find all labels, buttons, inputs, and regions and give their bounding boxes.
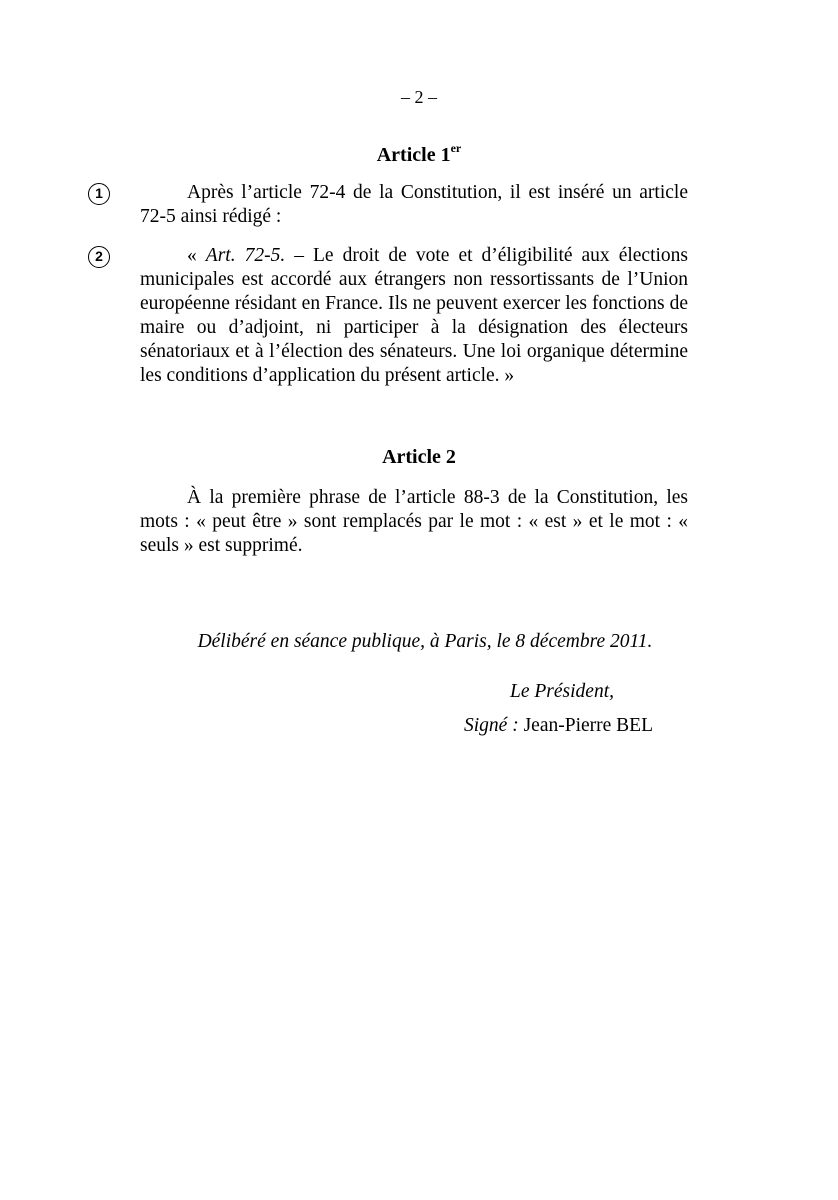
open-quote: «	[187, 245, 206, 266]
article-1-title	[0, 143, 838, 167]
alinea-number-2: 2	[88, 246, 110, 268]
signature-line	[464, 714, 764, 738]
article-1-alinea-2	[140, 244, 688, 388]
signer-name: Jean-Pierre BEL	[523, 715, 653, 736]
article-2-body: À la première phrase de l’article 88-3 de la Constitution, les mots : « peut être » sont remplacés par le mot : « est » et le mot : « seuls » est supprimé.	[140, 487, 688, 556]
article-1-title-text: Article 1	[376, 144, 451, 166]
article-1-alinea-2-text: – Le droit de vote et d’éligibilité aux élections municipales est accordé aux étrangers non ressortissants de l’Union européenne résidant en France. Ils ne peuvent exercer les fonctions de maire ou d’adjoint, ni participer à la désignation des électeurs sénatoriaux et à l’élection des sénateurs. Une loi organique détermine les conditions d’application du présent article. »	[140, 245, 689, 386]
article-2-title: Article 2	[382, 446, 456, 468]
article-1-title-sup: er	[450, 141, 462, 155]
alinea-number-1: 1	[88, 183, 110, 205]
signed-label: Signé :	[464, 715, 519, 736]
page-number: – 2 –	[401, 87, 437, 107]
president-role: Le Président,	[510, 681, 614, 702]
article-reference: Art. 72-5.	[205, 245, 286, 266]
article-1-alinea-1: Après l’article 72-4 de la Constitution, il est inséré un article 72-5 ainsi rédigé :	[140, 182, 688, 227]
deliberation-line: Délibéré en séance publique, à Paris, le 8 décembre 2011.	[197, 631, 653, 652]
